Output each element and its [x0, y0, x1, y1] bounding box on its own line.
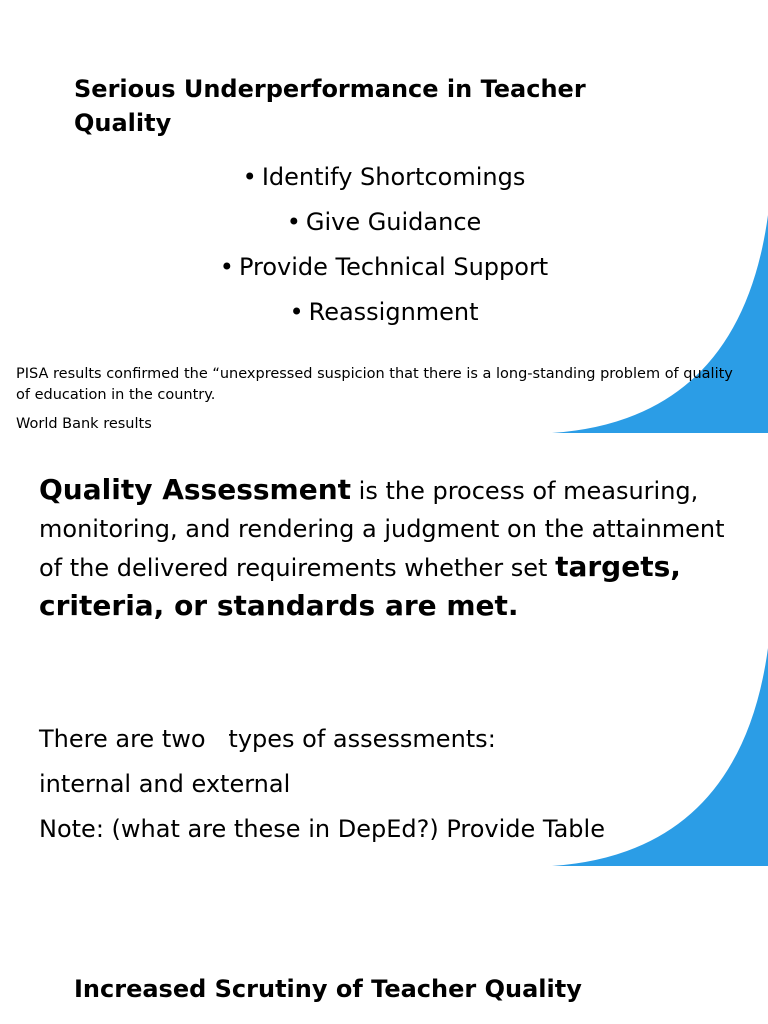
bullet-item — [0, 155, 768, 200]
definition-emphasis: targets, criteria, or standards are met. — [39, 550, 681, 622]
bullet-item — [0, 245, 768, 290]
bullet-text: Reassignment — [308, 298, 479, 326]
bullet-text: Provide Technical Support — [238, 253, 549, 281]
bullet-item — [0, 200, 768, 245]
definition-paragraph — [39, 471, 739, 626]
slide-title: Increased Scrutiny of Teacher Quality — [74, 975, 582, 1003]
definition-term: Quality Assessment — [39, 473, 352, 506]
slide-1 — [0, 0, 768, 433]
bullet-dot-icon: • — [242, 163, 257, 191]
bullet-dot-icon: • — [286, 208, 301, 236]
assessment-types-line: There are two types of assessments: — [39, 725, 496, 753]
bullet-dot-icon: • — [289, 298, 304, 326]
world-bank-note: World Bank results — [16, 416, 152, 432]
bullet-text: Identify Shortcomings — [261, 163, 526, 191]
pisa-note: PISA results confirmed the “unexpressed suspicion that there is a long-standing problem of quality of education in the country. — [16, 366, 733, 403]
assessment-types-list: internal and external — [39, 770, 291, 798]
slide-3 — [0, 866, 768, 1024]
bullet-item — [0, 290, 768, 335]
definition-body: is the process of measuring, monitoring, and rendering a judgment on the attainment of the delivered requirements whether set — [39, 477, 725, 582]
slide-title: Serious Underperformance in Teacher Quality — [74, 75, 586, 137]
bullet-dot-icon: • — [219, 253, 234, 281]
bullet-text: Give Guidance — [305, 208, 482, 236]
bullet-list — [0, 155, 768, 335]
slide-2 — [0, 433, 768, 866]
deped-note: Note: (what are these in DepEd?) Provide Table — [39, 815, 605, 843]
